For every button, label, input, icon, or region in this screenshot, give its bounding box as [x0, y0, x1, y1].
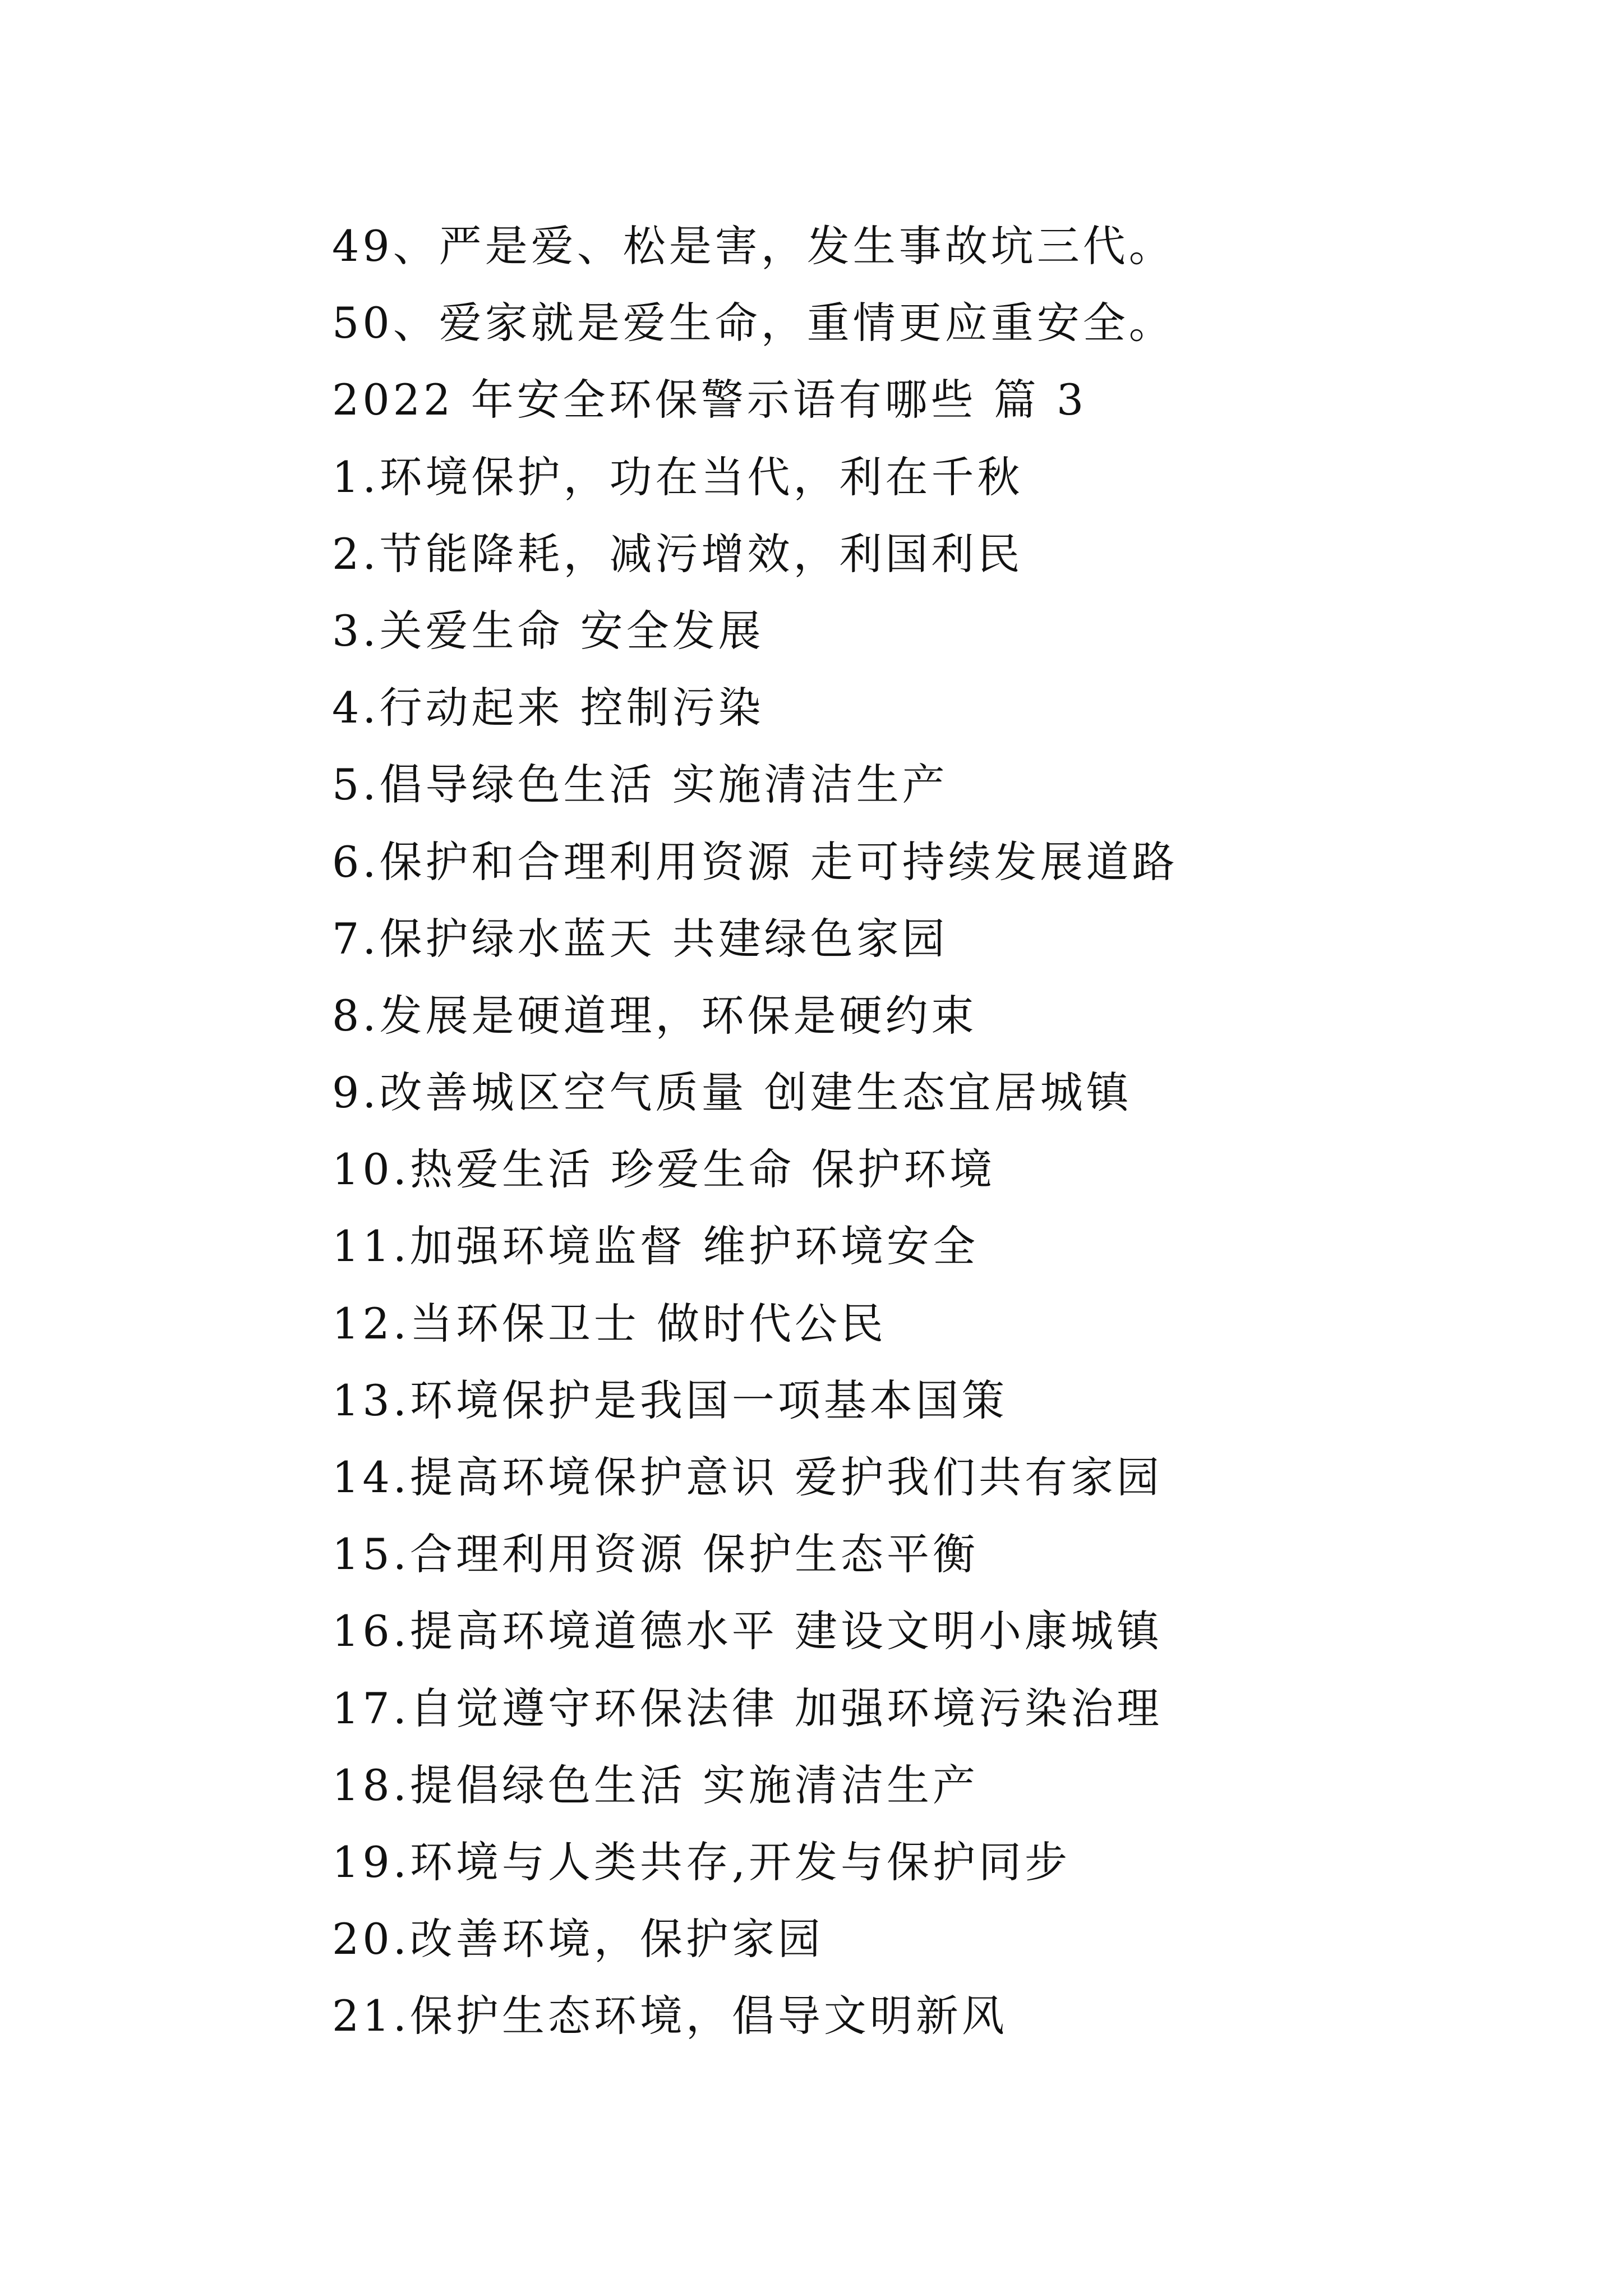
- slogan-line: 5.倡导绿色生活 实施清洁生产: [332, 760, 948, 810]
- slogan-line: 2.节能降耗，减污增效，利国利民: [332, 528, 1023, 579]
- slogan-line: 49、严是爱、松是害，发生事故坑三代。: [332, 221, 1175, 271]
- slogan-line: 15.合理利用资源 保护生态平衡: [332, 1529, 979, 1580]
- slogan-line: 11.加强环境监督 维护环境安全: [332, 1221, 979, 1272]
- slogan-line: 14.提高环境保护意识 爱护我们共有家园: [332, 1452, 1163, 1502]
- document-body: [332, 208, 1510, 2055]
- slogan-line: 16.提高环境道德水平 建设文明小康城镇: [332, 1606, 1163, 1657]
- slogan-line: 19.环境与人类共存,开发与保护同步: [332, 1837, 1071, 1887]
- slogan-line: 21.保护生态环境，倡导文明新风: [332, 1991, 1008, 2041]
- slogan-line: 8.发展是硬道理，环保是硬约束: [332, 990, 978, 1041]
- slogan-line: 12.当环保卫士 做时代公民: [332, 1298, 887, 1349]
- slogan-line: 18.提倡绿色生活 实施清洁生产: [332, 1760, 979, 1810]
- slogan-line: 3.关爱生命 安全发展: [332, 605, 764, 656]
- slogan-line: 20.改善环境，保护家园: [332, 1914, 824, 1964]
- slogan-line: 9.改善城区空气质量 创建生态宜居城镇: [332, 1068, 1132, 1118]
- slogan-line: 10.热爱生活 珍爱生命 保护环境: [332, 1144, 996, 1195]
- slogan-line: 4.行动起来 控制污染: [332, 683, 764, 733]
- slogan-line: 50、爱家就是爱生命，重情更应重安全。: [332, 298, 1175, 348]
- slogan-line: 13.环境保护是我国一项基本国策: [332, 1375, 1008, 1425]
- slogan-line: 1.环境保护，功在当代，利在千秋: [332, 452, 1023, 502]
- slogan-line: 17.自觉遵守环保法律 加强环境污染治理: [332, 1683, 1163, 1733]
- slogan-line: 7.保护绿水蓝天 共建绿色家园: [332, 913, 948, 964]
- section-heading: 2022 年安全环保警示语有哪些 篇 3: [332, 375, 1087, 425]
- slogan-line: 6.保护和合理利用资源 走可持续发展道路: [332, 836, 1178, 887]
